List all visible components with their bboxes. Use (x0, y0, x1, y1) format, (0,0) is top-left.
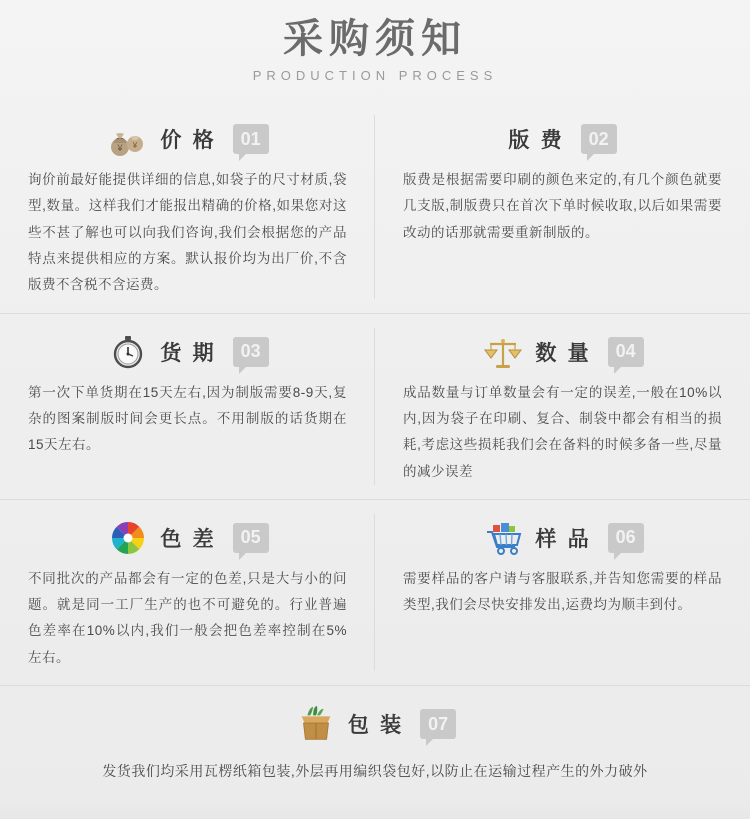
notice-card-quantity (375, 314, 750, 499)
card-title: 样 品 (535, 526, 592, 551)
card-body: 成品数量与订单数量会有一定的误差,一般在10%以内,因为袋子在印刷、复合、制袋中都会有相当的损耗,考虑这些损耗我们会在备料的时候多备一些,尽量的减少误差 (403, 384, 722, 479)
carton-box-icon (294, 702, 338, 746)
svg-text:¥: ¥ (117, 143, 123, 153)
card-title: 数 量 (535, 340, 592, 365)
card-number: 01 (233, 124, 269, 154)
card-head (24, 696, 726, 752)
card-number: 04 (608, 337, 644, 367)
card-body: 不同批次的产品都会有一定的色差,只是大与小的问题。就是同一工厂生产的也不可避免的。行业普遍色差率在10%以内,我们一般会把色差率控制在5%左右。 (28, 570, 347, 665)
card-title: 包 装 (347, 713, 405, 738)
card-head (24, 510, 351, 566)
card-head (24, 324, 351, 380)
notice-grid (0, 101, 750, 799)
card-title: 版 费 (508, 128, 565, 152)
page-title: 采购须知 (283, 16, 467, 61)
notice-card-sample (375, 500, 750, 685)
card-body: 第一次下单货期在15天左右,因为制版需要8-9天,复杂的图案制版时间会更长点。不用制版的话货期在15天左右。 (28, 384, 347, 453)
stopwatch-icon (106, 330, 150, 374)
bottom-fade (0, 801, 750, 819)
color-wheel-icon (106, 516, 150, 560)
page-subtitle: PRODUCTION PROCESS (252, 68, 498, 83)
card-title: 货 期 (160, 340, 217, 365)
card-number: 03 (233, 337, 269, 367)
card-head (24, 111, 351, 167)
card-head (399, 510, 726, 566)
card-number: 07 (420, 709, 456, 739)
card-body: 询价前最好能提供详细的信息,如袋子的尺寸材质,袋型,数量。这样我们才能报出精确的价格,如果您对这些不甚了解也可以向我们咨询,我们会根据您的产品特点来提供相应的方案。默认报价均为出厂价,不含版费不含税不含运费。 (28, 172, 347, 293)
money-bags-icon (106, 117, 150, 161)
card-body: 需要样品的客户请与客服联系,并告知您需要的样品类型,我们会尽快安排发出,运费均为顺丰到付。 (403, 570, 722, 613)
notice-card-color-difference (0, 500, 375, 685)
notice-card-plate-fee (375, 101, 750, 313)
card-number: 06 (608, 523, 644, 553)
card-head (399, 324, 726, 380)
notice-card-packaging (0, 686, 750, 799)
notice-card-lead-time (0, 314, 375, 499)
svg-text:¥: ¥ (133, 141, 138, 150)
card-number: 02 (581, 124, 617, 154)
shopping-cart-icon (481, 516, 525, 560)
card-head (399, 111, 726, 167)
card-body: 发货我们均采用瓦楞纸箱包装,外层再用编织袋包好,以防止在运输过程产生的外力破外 (102, 763, 648, 780)
page-header (0, 0, 750, 83)
card-body: 版费是根据需要印刷的颜色来定的,有几个颜色就要几支版,制版费只在首次下单时候收取,以后如果需要改动的话那就需要重新制版的。 (403, 172, 722, 240)
scales-icon (481, 330, 525, 374)
card-number: 05 (233, 523, 269, 553)
card-title: 价 格 (160, 128, 217, 152)
notice-card-price (0, 101, 375, 313)
card-title: 色 差 (160, 526, 217, 551)
